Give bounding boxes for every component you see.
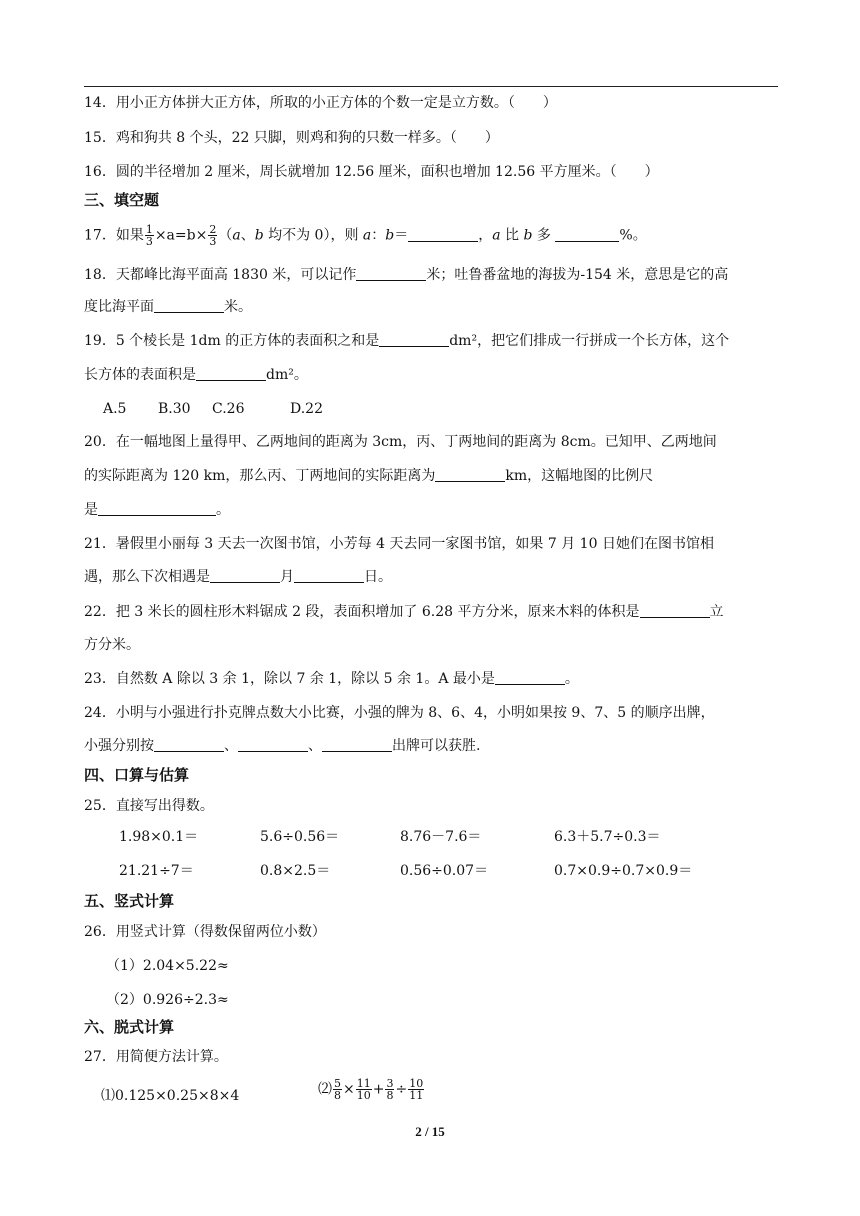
operator: × — [343, 1081, 355, 1098]
header-rule — [84, 86, 778, 87]
q19-text: dm²。 — [266, 367, 308, 383]
question-20-line2 — [84, 466, 653, 486]
vertical-calc-item-2: （2）0.926÷2.3≈ — [106, 992, 229, 1008]
q20-text: 的实际距离为 120 km，那么丙、丁两地间的实际距离为 — [84, 468, 436, 484]
answer-blank[interactable] — [435, 466, 505, 482]
fraction-numerator: 11 — [356, 1077, 371, 1090]
section-heading-mental-math: 四、口算与估算 — [84, 766, 190, 784]
q21-text: 遇，那么下次相遇是 — [84, 569, 210, 585]
question-17 — [84, 224, 647, 247]
simplify-item-1: ⑴0.125×0.25×8×4 — [101, 1088, 240, 1104]
fraction-one-third — [145, 224, 154, 247]
q20-text: 。 — [216, 502, 230, 518]
q18-text: 米；吐鲁番盆地的海拔为-154 米，意思是它的高 — [426, 267, 729, 283]
question-25-title: 25．直接写出得数。 — [84, 798, 214, 814]
fraction-denominator: 11 — [409, 1089, 424, 1102]
fraction-numerator: 3 — [386, 1077, 394, 1090]
variable-a: a — [232, 227, 241, 244]
question-19-line2 — [84, 365, 308, 385]
q22-text: 立 — [709, 604, 724, 620]
q23-text: 23．自然数 A 除以 3 余 1，除以 7 余 1，除以 5 余 1。A 最小是 — [84, 671, 495, 687]
section-heading-step-calc: 六、脱式计算 — [84, 1018, 175, 1036]
q17-text: 均不为 0），则 — [263, 227, 363, 244]
mental-calc-item: 0.56÷0.07＝ — [400, 863, 489, 879]
q17-text: 多 — [532, 227, 556, 244]
variable-a: a — [492, 227, 501, 244]
question-18-line1 — [84, 265, 728, 285]
answer-blank[interactable] — [322, 736, 392, 752]
question-23 — [84, 669, 579, 689]
variable-b: b — [254, 227, 264, 244]
q22-text: 22．把 3 米长的圆柱形木料锯成 2 段，表面积增加了 6.28 平方分米，原来木料的体积是 — [84, 604, 640, 620]
question-21-line2 — [84, 567, 392, 587]
fraction-denominator: 8 — [334, 1089, 341, 1102]
simplify-item-2 — [318, 1078, 425, 1101]
question-16: 16．圆的半径增加 2 厘米，周长就增加 12.56 厘米，面积也增加 12.56 平方厘米。（ ） — [84, 164, 659, 180]
q18-text: 米。 — [224, 299, 252, 315]
answer-blank[interactable] — [555, 226, 619, 242]
q20-text: 是 — [84, 502, 98, 518]
fraction — [408, 1078, 424, 1101]
answer-blank[interactable] — [640, 602, 710, 618]
q17-text: %。 — [619, 227, 647, 244]
fraction-denominator: 3 — [209, 235, 217, 248]
option-c[interactable]: C.26 — [212, 401, 245, 417]
question-26-title: 26．用竖式计算（得数保留两位小数） — [84, 924, 326, 940]
q18-text: 度比海平面 — [84, 299, 154, 315]
question-19-line1 — [84, 331, 729, 351]
q17-text: 17．如果 — [84, 227, 144, 244]
fraction-denominator: 8 — [386, 1089, 394, 1102]
fraction-numerator: 2 — [209, 223, 217, 236]
answer-blank[interactable] — [356, 265, 426, 281]
answer-blank[interactable] — [379, 331, 449, 347]
fraction-numerator: 5 — [334, 1077, 341, 1090]
answer-blank[interactable] — [408, 226, 478, 242]
answer-blank[interactable] — [210, 567, 280, 583]
q17-text: ： — [371, 227, 386, 244]
q17-text: 、 — [240, 227, 255, 244]
question-24-line2 — [84, 736, 480, 756]
option-b[interactable]: B.30 — [158, 401, 191, 417]
mental-calc-item: 1.98×0.1＝ — [119, 829, 199, 845]
q20-text: km，这幅地图的比例尺 — [505, 468, 654, 484]
q21-text: 月 — [280, 569, 294, 585]
answer-blank[interactable] — [154, 297, 224, 313]
question-24-line1: 24．小明与小强进行扑克牌点数大小比赛，小强的牌为 8、6、4，小明如果按 9、7、5 的顺序出牌， — [84, 705, 715, 721]
fraction-two-thirds — [208, 224, 217, 247]
answer-blank[interactable] — [154, 736, 224, 752]
question-20-line3 — [84, 500, 230, 520]
q23-text: 。 — [564, 671, 579, 687]
section-heading-fill-in: 三、填空题 — [84, 191, 160, 209]
fraction — [356, 1078, 372, 1101]
question-21-line1: 21．暑假里小丽每 3 天去一次图书馆，小芳每 4 天去同一家图书馆，如果 7 月 10 日她们在图书馆相 — [84, 536, 714, 552]
variable-b: b — [385, 227, 395, 244]
q19-text: dm²，把它们排成一行拼成一个长方体，这个 — [449, 333, 730, 349]
answer-blank[interactable] — [196, 365, 266, 381]
question-15: 15．鸡和狗共 8 个头，22 只脚，则鸡和狗的只数一样多。（ ） — [84, 130, 499, 146]
q24-text: 小强分别按 — [84, 738, 154, 754]
mental-calc-item: 0.7×0.9÷0.7×0.9＝ — [554, 863, 693, 879]
fraction — [385, 1078, 394, 1101]
option-a[interactable]: A.5 — [103, 401, 127, 417]
operator: + — [372, 1081, 385, 1098]
fraction — [333, 1078, 342, 1101]
question-18-line2 — [84, 297, 252, 317]
question-22-line2: 方分米。 — [84, 637, 140, 653]
q24-text: 、 — [224, 738, 238, 754]
fraction-denominator: 10 — [356, 1089, 371, 1102]
question-27-title: 27．用简便方法计算。 — [84, 1049, 228, 1065]
q19-text: 19．5 个棱长是 1dm 的正方体的表面积之和是 — [84, 333, 380, 349]
q17-text: 比 — [500, 227, 524, 244]
q19-text: 长方体的表面积是 — [84, 367, 196, 383]
q17-text: ×a=b× — [154, 227, 208, 244]
q18-text: 18．天都峰比海平面高 1830 米，可以记作 — [84, 267, 357, 283]
vertical-calc-item-1: （1）2.04×5.22≈ — [106, 958, 229, 974]
mental-calc-item: 8.76－7.6＝ — [400, 829, 482, 845]
answer-blank[interactable] — [294, 567, 364, 583]
answer-blank[interactable] — [495, 669, 565, 685]
mental-calc-item: 21.21÷7＝ — [119, 863, 194, 879]
q17-text: （ — [218, 227, 233, 244]
operator: ÷ — [395, 1081, 408, 1098]
mental-calc-item: 0.8×2.5＝ — [260, 863, 331, 879]
item-number: ⑵ — [318, 1081, 332, 1098]
question-20-line1: 20．在一幅地图上量得甲、乙两地间的距离为 3cm，丙、丁两地间的距离为 8cm。已知甲、乙两地间 — [84, 434, 717, 450]
variable-a: a — [362, 227, 372, 244]
page-number: 2 / 15 — [415, 1124, 445, 1139]
answer-blank[interactable] — [98, 500, 216, 516]
q24-text: 出牌可以获胜. — [392, 738, 481, 754]
question-22-line1 — [84, 602, 724, 622]
q21-text: 日。 — [364, 569, 392, 585]
answer-blank[interactable] — [238, 736, 308, 752]
option-d[interactable]: D.22 — [290, 401, 323, 417]
mental-calc-item: 6.3＋5.7÷0.3＝ — [554, 829, 661, 845]
fraction-denominator: 3 — [145, 235, 153, 248]
fraction-numerator: 1 — [145, 223, 153, 236]
q17-text: ＝ — [394, 227, 409, 244]
variable-b: b — [523, 227, 533, 244]
mental-calc-item: 5.6÷0.56＝ — [260, 829, 340, 845]
fraction-numerator: 10 — [409, 1077, 424, 1090]
q17-text: ， — [478, 227, 493, 244]
section-heading-vertical-calc: 五、竖式计算 — [84, 892, 175, 910]
q24-text: 、 — [308, 738, 322, 754]
question-14: 14．用小正方体拼大正方体，所取的小正方体的个数一定是立方数。（ ） — [84, 95, 557, 111]
